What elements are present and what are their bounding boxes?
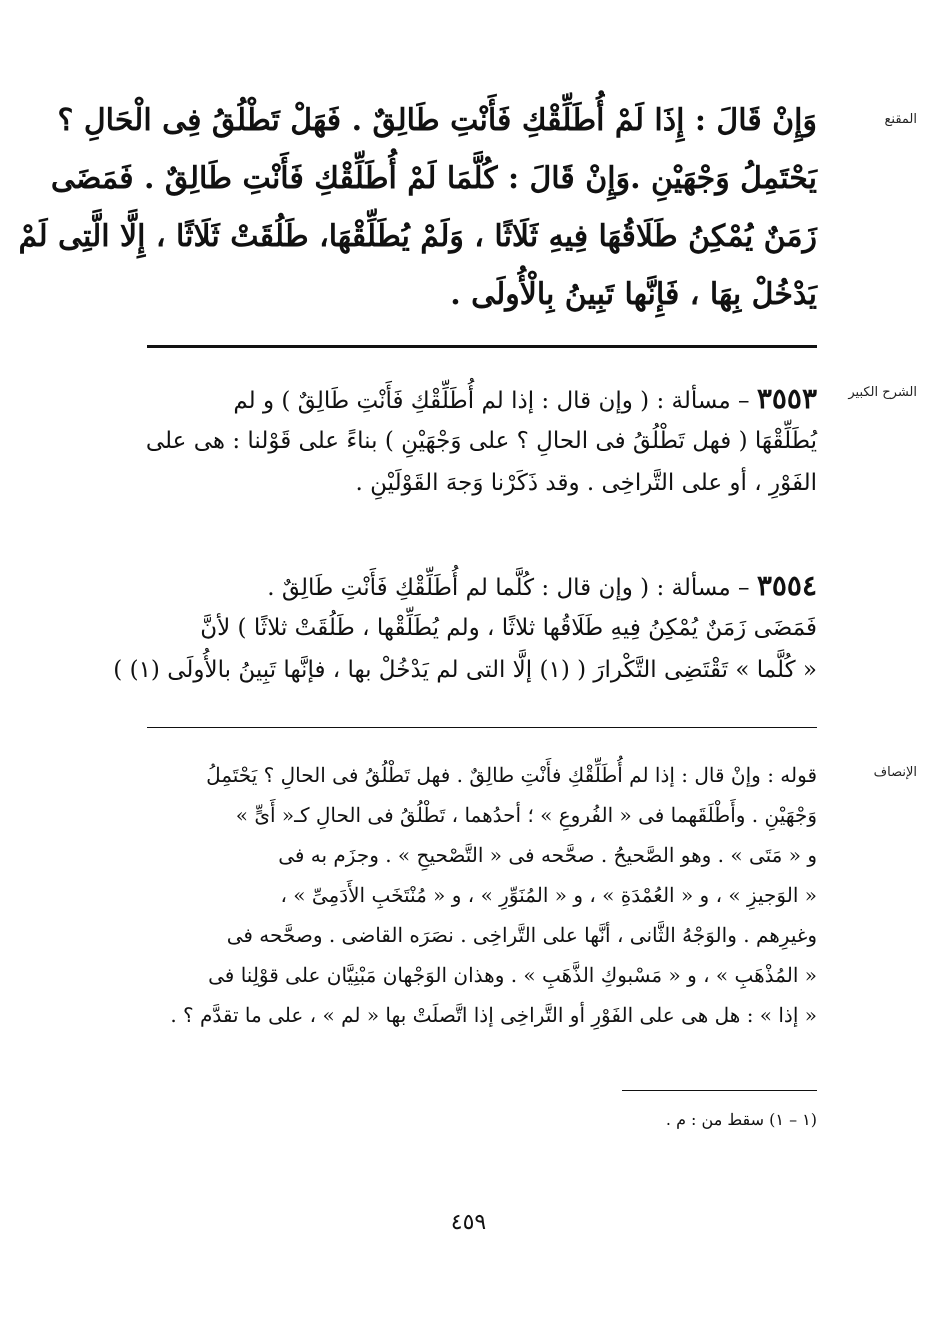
muqni-line: يَحْتَمِلُ وَجْهَيْنِ .وَإِنْ قَالَ : كُلَّمَا لَمْ أُطَلِّقْكِ فَأَنْتِ طَالِقٌ . فَمَضَى	[50, 161, 817, 196]
insaf-line: « إذا » : هل هى على الفَوْرِ أو التَّراخِى إذا اتَّصلَتْ بها « لم » ، على ما تقدَّم ؟ .	[170, 1003, 817, 1027]
masala-line: ٣٥٥٣ – مسألة : ( وإن قال : إذا لم أُطَلِّقْكِ فَأَنْتِ طَالِقٌ ) و لم	[233, 382, 817, 415]
masala-line: يُطَلِّقْهَا ( فهل تَطْلُقُ فى الحالِ ؟ على وَجْهَيْنِ ) بناءً على قَوْلنا : هى على	[145, 428, 817, 454]
masala-line: فَمَضَى زَمَنٌ يُمْكِنُ فِيهِ طَلَاقُها ثلاثًا ، ولم يُطَلِّقْها ، طَلُقَتْ ثلاثًا ) لأنَّ	[200, 615, 817, 641]
footnote-divider	[622, 1090, 817, 1091]
masala-number: ٣٥٥٤	[756, 569, 817, 602]
masala-line: ٣٥٥٤ – مسألة : ( وإن قال : كُلَّما لم أُطَلِّقْكِ فَأَنْتِ طَالِقٌ .	[267, 569, 817, 602]
label-insaf: الإنصاف	[873, 765, 917, 780]
footnote: (١ – ١) سقط من : م .	[665, 1110, 817, 1129]
insaf-text	[140, 755, 817, 1035]
section-divider-thick	[147, 345, 817, 348]
insaf-line: قوله : وإنْ قال : إذا لم أُطَلِّقْكِ فأَنْتِ طالِقٌ . فهل تَطْلُقُ فى الحالِ ؟ يَحْتَمِلُ	[206, 763, 817, 787]
masala-number: ٣٥٥٣	[756, 382, 817, 415]
masala-line: « كُلَّما » تَقْتَضِى التَّكْرارَ ( (١) إلَّا التى لم يَدْخُلْ بها ، فإنَّها تَبِينُ بالأُولَى (١) )	[113, 657, 817, 683]
masala-3554	[113, 565, 817, 691]
muqni-text	[18, 92, 817, 324]
insaf-line: « المُذْهَبِ » ، و « مَسْبوكِ الذَّهَبِ » . وهذان الوَجْهان مَبْنِيَّان على قوْلِنا فى	[208, 963, 817, 987]
muqni-line: يَدْخُلْ بِهَا ، فَإِنَّها تَبِينُ بِالْأُولَى .	[450, 277, 817, 312]
insaf-line: وغيرِهم . والوَجْهُ الثَّانى ، أنَّها على التَّراخِى . نصَرَه القاضى . وصحَّحه فى	[226, 923, 817, 947]
muqni-line: زَمَنٌ يُمْكِنُ طَلَاقُهَا فِيهِ ثَلَاثًا ، وَلَمْ يُطَلِّقْهَا، طَلُقَتْ ثَلَاثًا ، إِلَّا الَّتِى لَمْ	[18, 219, 817, 254]
insaf-line: و « مَتَى » . وهو الصَّحيحُ . صحَّحه فى « التَّصْحيحِ » . وجزَم به فى	[278, 843, 817, 867]
page-number: ٤٥٩	[450, 1210, 487, 1235]
muqni-line: وَإِنْ قَالَ : إِذَا لَمْ أُطَلِّقْكِ فَأَنْتِ طَالِقٌ . فَهَلْ تَطْلُقُ فِى الْحَالِ ؟	[57, 103, 817, 138]
label-muqni: المقنع	[884, 112, 917, 127]
insaf-line: « الوَجيزِ » ، و « العُمْدَةِ » ، و « المُنَوِّرِ » ، و « مُنْتَخَبِ الأَدَمِىِّ » ،	[280, 883, 817, 907]
section-divider-thin	[147, 727, 817, 728]
masala-line: الفَوْرِ ، أو على التَّراخِى . وقد ذَكَرْنا وَجهَ القَوْلَيْنِ .	[355, 470, 817, 496]
insaf-line: وَجْهَيْنِ . وأَطْلَقَهما فى « الفُروعِ » ؛ أحدُهما ، تَطْلُقُ فى الحالِ كـ« أَىٍّ »	[235, 803, 817, 827]
label-sharh: الشرح الكبير	[848, 385, 917, 400]
masala-3553	[140, 378, 817, 504]
